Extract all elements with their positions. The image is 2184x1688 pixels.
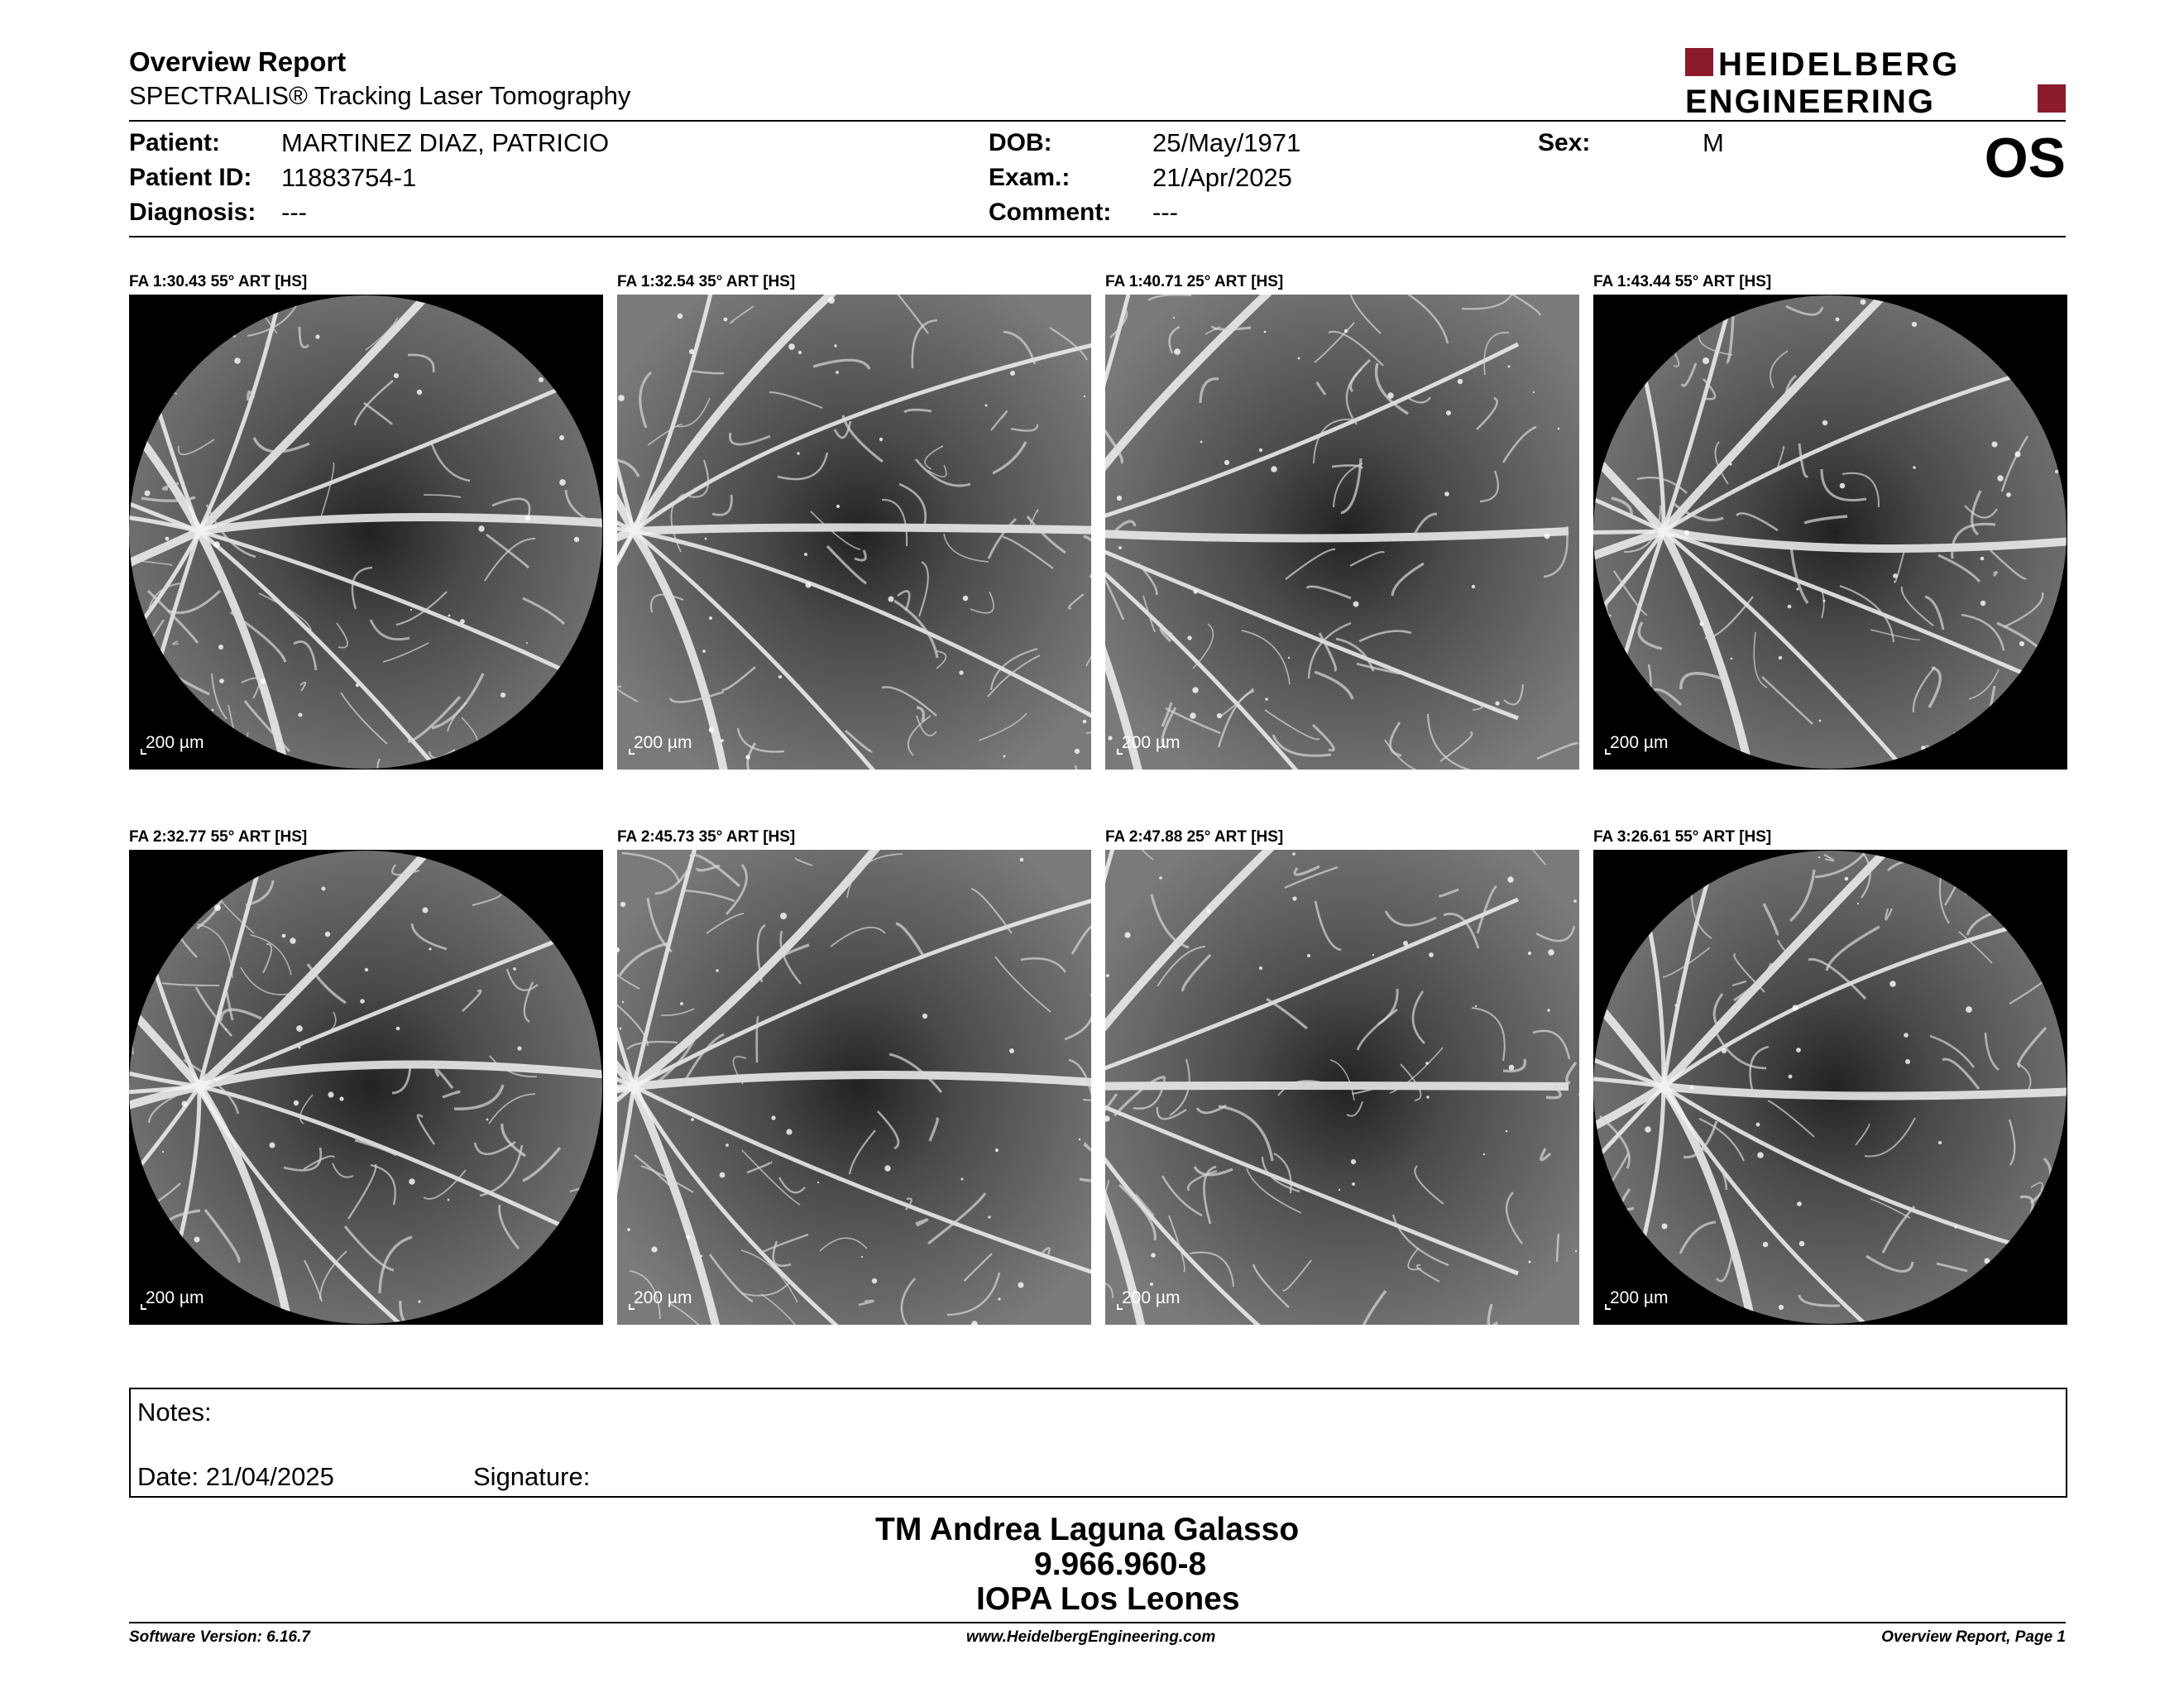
patient-name: MARTINEZ DIAZ, PATRICIO [281,128,610,157]
signatory-id: 9.966.960-8 [1034,1547,1207,1582]
scale-bar [146,1288,204,1308]
dob-label: DOB: [989,129,1052,156]
scale-bar-mark [1605,1304,1611,1310]
exam-label: Exam.: [989,164,1070,191]
comment-label: Comment: [989,199,1112,226]
patient-label: Patient: [129,129,221,156]
image-caption: FA 2:45.73 35° ART [HS] [617,828,796,846]
scale-bar-label: 200 µm [146,1288,204,1307]
scale-bar [1610,1288,1668,1308]
scale-bar-label: 200 µm [1610,1288,1669,1307]
notes-box[interactable] [129,1388,2067,1498]
image-caption: FA 3:26.61 55° ART [HS] [1593,828,1772,846]
fundus-angiogram-image[interactable] [1593,850,2067,1325]
report-title: Overview Report [129,46,347,77]
patient-id-label: Patient ID: [129,164,252,191]
scale-bar [1122,733,1180,753]
signatory-institution: IOPA Los Leones [976,1581,1240,1617]
fundus-angiogram-image[interactable] [129,850,603,1325]
scale-bar-label: 200 µm [1122,1288,1181,1307]
comment-value: --- [1152,198,1178,227]
notes-label: Notes: [137,1398,212,1427]
footer-divider [129,1622,2066,1623]
fundus-angiogram-image[interactable] [617,850,1091,1325]
scale-bar [1610,733,1668,753]
scale-bar-mark [629,1304,635,1310]
scale-bar-label: 200 µm [1610,733,1669,752]
dob-value: 25/May/1971 [1152,128,1301,157]
signature-label: Signature: [473,1462,591,1491]
diagnosis-label: Diagnosis: [129,199,256,226]
header-divider [129,120,2066,122]
software-version: Software Version: 6.16.7 [129,1628,310,1646]
scale-bar [1122,1288,1180,1308]
scale-bar-label: 200 µm [634,733,692,752]
patient-id: 11883754-1 [281,163,417,192]
signatory-name: TM Andrea Laguna Galasso [875,1512,1300,1547]
scale-bar-mark [1605,749,1611,755]
page-number: Overview Report, Page 1 [1881,1628,2066,1646]
website-link[interactable]: www.HeidelbergEngineering.com [966,1628,1216,1646]
image-caption: FA 2:47.88 25° ART [HS] [1105,828,1284,846]
scale-bar-label: 200 µm [634,1288,692,1307]
image-caption: FA 1:32.54 35° ART [HS] [617,273,796,290]
diagnosis-value: --- [281,198,307,227]
fundus-angiogram-image[interactable] [1105,850,1579,1325]
scale-bar-mark [629,749,635,755]
scale-bar-mark [1117,1304,1123,1310]
scale-bar [146,733,204,753]
scale-bar [634,1288,692,1308]
exam-value: 21/Apr/2025 [1152,163,1292,192]
sex-value: M [1703,128,1724,157]
scale-bar-mark [141,1304,146,1310]
date-label: Date: 21/04/2025 [137,1462,334,1491]
scale-bar-mark [141,749,146,755]
report-subtitle: SPECTRALIS® Tracking Laser Tomography [129,81,631,110]
fundus-angiogram-image[interactable] [129,295,603,770]
eye-indicator: OS [1984,127,2066,189]
fundus-angiogram-image[interactable] [1593,295,2067,770]
image-caption: FA 2:32.77 55° ART [HS] [129,828,308,846]
heidelberg-logo [1685,46,2066,116]
sex-label: Sex: [1538,129,1591,156]
scale-bar-label: 200 µm [146,733,204,752]
fundus-angiogram-image[interactable] [1105,295,1579,770]
image-caption: FA 1:30.43 55° ART [HS] [129,273,308,290]
patient-divider [129,236,2066,237]
image-caption: FA 1:43.44 55° ART [HS] [1593,273,1772,290]
logo-text-1: HEIDELBERG [1718,46,1961,83]
image-caption: FA 1:40.71 25° ART [HS] [1105,273,1284,290]
logo-text-2: ENGINEERING [1685,84,1936,116]
fundus-angiogram-image[interactable] [617,295,1091,770]
scale-bar-label: 200 µm [1122,733,1181,752]
scale-bar [634,733,692,753]
scale-bar-mark [1117,749,1123,755]
